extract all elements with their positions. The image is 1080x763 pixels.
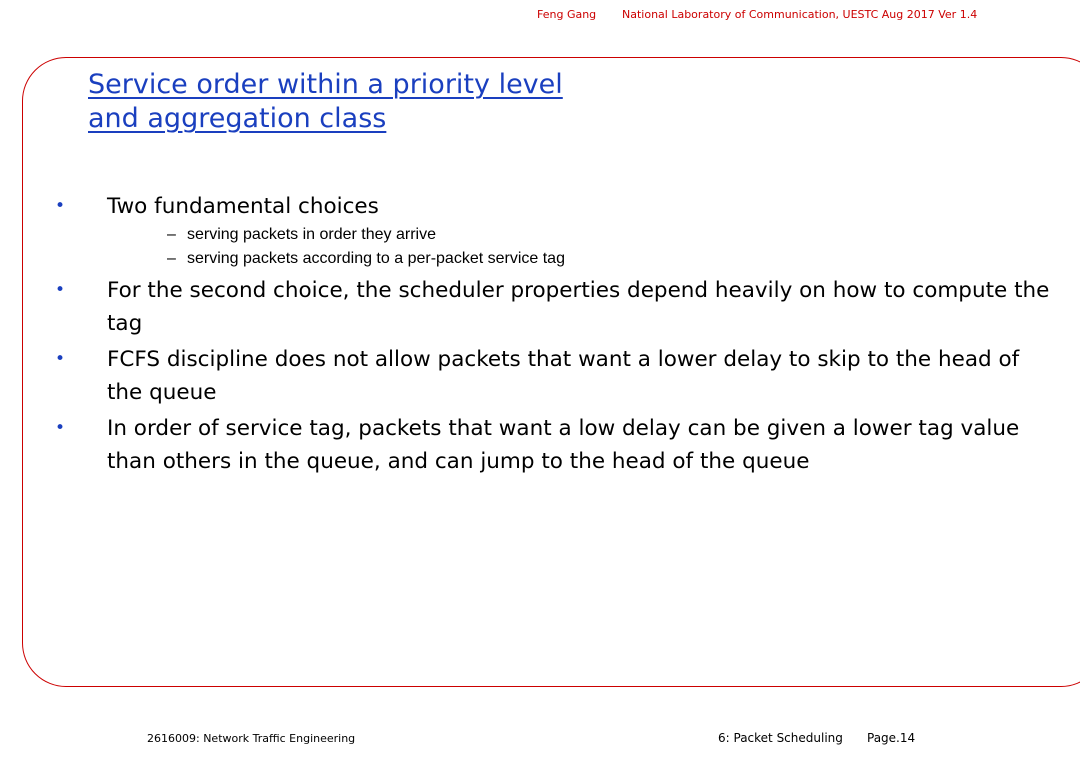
bullet-marker: •	[55, 349, 66, 369]
footer-course: 2616009: Network Traffic Engineering	[147, 732, 356, 745]
sub-bullet-marker: –	[167, 226, 176, 243]
bullet-item	[55, 190, 1055, 271]
bullet-marker: •	[55, 196, 66, 216]
sub-bullet-text: serving packets in order they arrive	[187, 226, 436, 243]
bullet-marker: •	[55, 280, 66, 300]
bullet-item	[55, 412, 1055, 478]
slide-title-line-1: Service order within a priority level	[88, 69, 563, 100]
bullet-marker: •	[55, 418, 66, 438]
sub-bullet-item	[167, 223, 1055, 247]
bullet-list	[55, 190, 1055, 481]
sub-bullet-item	[167, 247, 1055, 271]
bullet-text: FCFS discipline does not allow packets that want a lower delay to skip to the head of the queue	[107, 347, 1020, 405]
bullet-text: For the second choice, the scheduler properties depend heavily on how to compute the tag	[107, 278, 1050, 336]
slide-title	[88, 68, 908, 136]
sub-bullet-text: serving packets according to a per-packet service tag	[187, 250, 565, 267]
bullet-item	[55, 274, 1055, 340]
bullet-text: In order of service tag, packets that want a low delay can be given a lower tag value than others in the queue, and can jump to the head of the queue	[107, 416, 1020, 474]
footer-chapter: 6: Packet Scheduling	[718, 731, 843, 745]
sub-bullet-marker: –	[167, 250, 176, 267]
slide-title-line-2: and aggregation class	[88, 103, 387, 134]
footer-page-number: Page.14	[867, 731, 916, 745]
sub-bullet-list	[107, 223, 1055, 271]
bullet-text: Two fundamental choices	[107, 194, 379, 219]
bullet-item	[55, 343, 1055, 409]
header-org-version: National Laboratory of Communication, UESTC Aug 2017 Ver 1.4	[622, 8, 978, 21]
header-author: Feng Gang	[537, 8, 597, 21]
